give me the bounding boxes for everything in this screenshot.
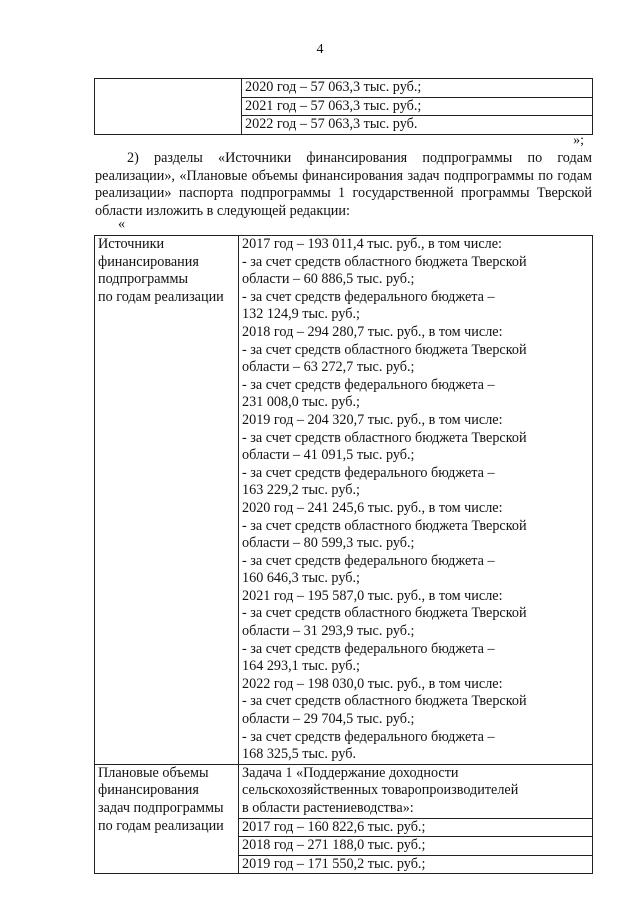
value-line: - за счет средств областного бюджета Тверской — [242, 605, 527, 622]
value-line: - за счет средств федерального бюджета – — [242, 552, 495, 569]
row-label-line: задач подпрограммы — [98, 800, 224, 816]
value-line: - за счет средств областного бюджета Тверской — [242, 693, 527, 710]
opening-quote: « — [118, 216, 126, 232]
value-line: 2020 год – 241 245,6 тыс. руб., в том числе: — [242, 499, 503, 516]
top-table-line: 2020 год – 57 063,3 тыс. руб.; — [242, 79, 592, 98]
year-line: 2017 год – 160 822,6 тыс. руб.; — [239, 818, 592, 838]
row-label-cell — [95, 236, 239, 765]
value-line: области – 41 091,5 тыс. руб.; — [242, 447, 415, 464]
value-line: 2022 год – 198 030,0 тыс. руб., в том числе: — [242, 675, 503, 692]
top-table — [94, 78, 593, 135]
top-table-right-cell — [242, 79, 593, 135]
row-label-line: финансирования — [98, 782, 199, 799]
value-line: - за счет средств федерального бюджета – — [242, 728, 495, 745]
row-label-line: подпрограммы — [98, 271, 188, 288]
year-line: 2019 год – 171 550,2 тыс. руб.; — [242, 855, 426, 872]
value-line: - за счет средств федерального бюджета – — [242, 376, 495, 393]
top-table-left-cell — [95, 79, 242, 135]
value-line: - за счет средств федерального бюджета – — [242, 464, 495, 481]
value-line: 2017 год – 193 011,4 тыс. руб., в том числе: — [242, 236, 502, 252]
value-line: 2019 год – 204 320,7 тыс. руб., в том числе: — [242, 411, 503, 428]
table-row — [95, 764, 593, 874]
value-line: 168 325,5 тыс. руб. — [242, 746, 356, 763]
task-line: в области растениеводства»: — [242, 800, 414, 816]
year-line: 2018 год – 271 188,0 тыс. руб.; — [239, 837, 592, 856]
value-line: 132 124,9 тыс. руб.; — [242, 306, 360, 323]
task-line: Задача 1 «Поддержание доходности — [242, 764, 459, 781]
row-label-line: финансирования — [98, 253, 199, 270]
closing-quote: »; — [573, 133, 584, 148]
top-table-line: 2021 год – 57 063,3 тыс. руб.; — [242, 98, 592, 117]
row-label-line: Источники — [98, 236, 165, 252]
value-line: области – 80 599,3 тыс. руб.; — [242, 535, 415, 552]
value-line: области – 31 293,9 тыс. руб.; — [242, 623, 415, 640]
table-row — [95, 236, 593, 765]
value-line: - за счет средств областного бюджета Тверской — [242, 517, 527, 534]
row-label-line: по годам реализации — [98, 817, 224, 834]
body-paragraph: 2) разделы «Источники финансирования подпрограммы по годам реализации», «Плановые объемы финансирования задач подпрограммы по годам реализации» паспорта подпрограммы 1 государственной программы Тверской области изложить в следующей редакции: — [95, 150, 592, 219]
row-value-cell — [239, 764, 593, 874]
value-line: - за счет средств областного бюджета Тверской — [242, 341, 527, 358]
value-line: области – 63 272,7 тыс. руб.; — [242, 359, 415, 376]
value-line: 164 293,1 тыс. руб.; — [242, 658, 360, 675]
top-table-line: 2022 год – 57 063,3 тыс. руб. — [245, 116, 418, 133]
value-line: - за счет средств федерального бюджета – — [242, 640, 495, 657]
value-line: 231 008,0 тыс. руб.; — [242, 394, 360, 411]
value-line: 2021 год – 195 587,0 тыс. руб., в том числе: — [242, 587, 503, 604]
row-label-line: по годам реализации — [98, 288, 224, 305]
value-line: - за счет средств федерального бюджета – — [242, 288, 495, 305]
value-line: области – 29 704,5 тыс. руб.; — [242, 711, 415, 728]
value-line: 2018 год – 294 280,7 тыс. руб., в том числе: — [242, 323, 503, 340]
value-line: области – 60 886,5 тыс. руб.; — [242, 271, 415, 288]
row-label-line: Плановые объемы — [98, 764, 209, 781]
passport-table — [94, 235, 593, 874]
value-line: - за счет средств областного бюджета Тверской — [242, 429, 527, 446]
value-line: 163 229,2 тыс. руб.; — [242, 482, 360, 499]
row-value-cell — [239, 236, 593, 765]
value-line: 160 646,3 тыс. руб.; — [242, 570, 360, 587]
page-number: 4 — [316, 42, 324, 57]
task-line: сельскохозяйственных товаропроизводителей — [242, 782, 519, 799]
row-label-cell — [95, 764, 239, 874]
value-line: - за счет средств областного бюджета Тверской — [242, 253, 527, 270]
